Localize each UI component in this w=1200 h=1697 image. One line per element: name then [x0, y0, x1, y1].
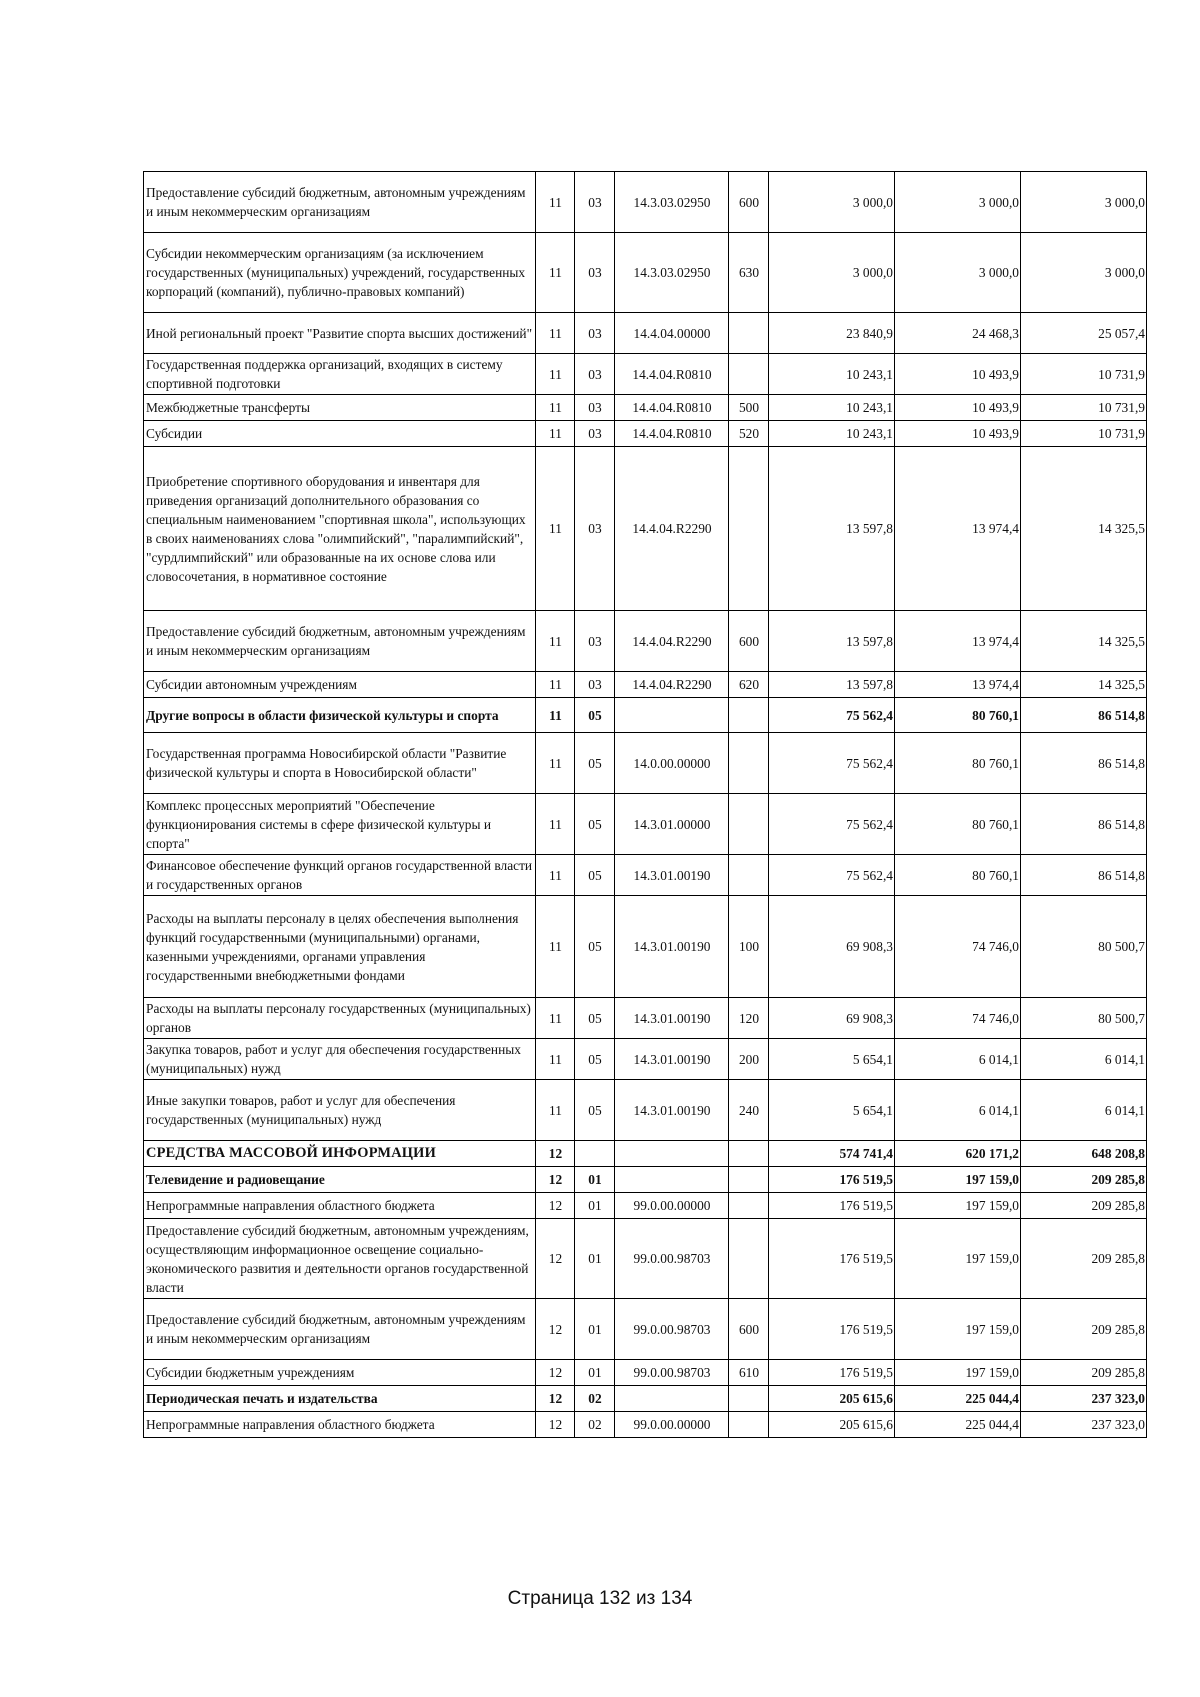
row-value-3: 3 000,0: [1021, 233, 1147, 313]
row-value-3: 209 285,8: [1021, 1193, 1147, 1219]
row-subsection: 01: [575, 1299, 615, 1360]
row-expense: 600: [729, 611, 769, 672]
row-value-1: 13 597,8: [769, 611, 895, 672]
row-expense: 200: [729, 1039, 769, 1080]
row-expense: [729, 447, 769, 611]
table-row: [144, 313, 1147, 354]
table-row: [144, 698, 1147, 733]
row-name: Предоставление субсидий бюджетным, автономным учреждениям и иным некоммерческим организациям: [144, 172, 536, 233]
row-subsection: 01: [575, 1167, 615, 1193]
row-value-2: 197 159,0: [895, 1299, 1021, 1360]
row-value-1: 205 615,6: [769, 1412, 895, 1438]
row-target: 99.0.00.98703: [615, 1360, 729, 1386]
row-name: Иные закупки товаров, работ и услуг для обеспечения государственных (муниципальных) нужд: [144, 1080, 536, 1141]
row-value-2: 197 159,0: [895, 1167, 1021, 1193]
row-subsection: 05: [575, 896, 615, 998]
table-row: [144, 395, 1147, 421]
row-name: Субсидии автономным учреждениям: [144, 672, 536, 698]
budget-table: [143, 171, 1147, 1438]
row-subsection: 05: [575, 733, 615, 794]
row-expense: [729, 1193, 769, 1219]
row-name: Расходы на выплаты персоналу в целях обеспечения выполнения функций государственными (муниципальными) органами, казенными учреждениями, органами управления государственными внебюджетными фондами: [144, 896, 536, 998]
row-expense: [729, 1412, 769, 1438]
row-expense: [729, 794, 769, 855]
row-value-1: 13 597,8: [769, 447, 895, 611]
row-value-2: 80 760,1: [895, 733, 1021, 794]
row-section: 12: [536, 1412, 575, 1438]
row-expense: [729, 1219, 769, 1299]
row-target: 14.3.03.02950: [615, 172, 729, 233]
row-subsection: [575, 1141, 615, 1167]
row-subsection: 03: [575, 313, 615, 354]
row-name: Телевидение и радиовещание: [144, 1167, 536, 1193]
row-expense: [729, 855, 769, 896]
table-row: [144, 233, 1147, 313]
row-name: Предоставление субсидий бюджетным, автономным учреждениям и иным некоммерческим организациям: [144, 611, 536, 672]
row-name: Предоставление субсидий бюджетным, автономным учреждениям, осуществляющим информационное освещение социально-экономического развития и деятельности органов государственной власти: [144, 1219, 536, 1299]
table-row: [144, 1412, 1147, 1438]
row-value-3: 237 323,0: [1021, 1386, 1147, 1412]
table-row: [144, 1193, 1147, 1219]
row-section: 11: [536, 611, 575, 672]
row-value-1: 176 519,5: [769, 1193, 895, 1219]
row-name: СРЕДСТВА МАССОВОЙ ИНФОРМАЦИИ: [144, 1141, 536, 1167]
row-expense: [729, 698, 769, 733]
row-expense: 120: [729, 998, 769, 1039]
row-section: 11: [536, 421, 575, 447]
table-row: [144, 172, 1147, 233]
table-row: [144, 611, 1147, 672]
row-target: 14.3.01.00000: [615, 794, 729, 855]
row-subsection: 03: [575, 395, 615, 421]
row-value-2: 225 044,4: [895, 1386, 1021, 1412]
row-value-1: 176 519,5: [769, 1167, 895, 1193]
row-section: 11: [536, 1039, 575, 1080]
row-value-3: 14 325,5: [1021, 447, 1147, 611]
row-value-1: 10 243,1: [769, 395, 895, 421]
row-name: Государственная поддержка организаций, входящих в систему спортивной подготовки: [144, 354, 536, 395]
row-section: 11: [536, 733, 575, 794]
row-value-1: 69 908,3: [769, 896, 895, 998]
row-value-3: 10 731,9: [1021, 421, 1147, 447]
row-subsection: 05: [575, 855, 615, 896]
row-value-1: 75 562,4: [769, 794, 895, 855]
row-section: 12: [536, 1299, 575, 1360]
row-name: Субсидии: [144, 421, 536, 447]
row-value-2: 74 746,0: [895, 896, 1021, 998]
row-subsection: 03: [575, 354, 615, 395]
row-subsection: 05: [575, 998, 615, 1039]
row-value-1: 3 000,0: [769, 172, 895, 233]
table-row: [144, 447, 1147, 611]
row-target: 14.4.04.00000: [615, 313, 729, 354]
row-section: 12: [536, 1360, 575, 1386]
row-value-3: 6 014,1: [1021, 1080, 1147, 1141]
row-expense: [729, 733, 769, 794]
table-row: [144, 733, 1147, 794]
row-value-2: 6 014,1: [895, 1080, 1021, 1141]
row-value-2: 13 974,4: [895, 611, 1021, 672]
row-name: Государственная программа Новосибирской области "Развитие физической культуры и спорта в Новосибирской области": [144, 733, 536, 794]
row-name: Субсидии некоммерческим организациям (за исключением государственных (муниципальных) учреждений, государственных корпораций (компаний), публично-правовых компаний): [144, 233, 536, 313]
row-target: 99.0.00.98703: [615, 1219, 729, 1299]
row-value-3: 209 285,8: [1021, 1299, 1147, 1360]
row-name: Непрограммные направления областного бюджета: [144, 1193, 536, 1219]
row-subsection: 03: [575, 447, 615, 611]
row-expense: 500: [729, 395, 769, 421]
row-subsection: 01: [575, 1219, 615, 1299]
row-value-1: 5 654,1: [769, 1080, 895, 1141]
row-section: 11: [536, 896, 575, 998]
table-row: [144, 1386, 1147, 1412]
row-section: 11: [536, 447, 575, 611]
row-target: 14.3.03.02950: [615, 233, 729, 313]
row-value-3: 80 500,7: [1021, 998, 1147, 1039]
row-value-2: 620 171,2: [895, 1141, 1021, 1167]
row-value-3: 14 325,5: [1021, 611, 1147, 672]
row-section: 11: [536, 395, 575, 421]
row-value-2: 24 468,3: [895, 313, 1021, 354]
row-target: 14.3.01.00190: [615, 896, 729, 998]
row-subsection: 02: [575, 1412, 615, 1438]
row-name: Предоставление субсидий бюджетным, автономным учреждениям и иным некоммерческим организациям: [144, 1299, 536, 1360]
row-target: 99.0.00.00000: [615, 1193, 729, 1219]
row-value-3: 10 731,9: [1021, 395, 1147, 421]
row-value-3: 25 057,4: [1021, 313, 1147, 354]
row-value-1: 574 741,4: [769, 1141, 895, 1167]
row-subsection: 01: [575, 1360, 615, 1386]
row-value-3: 86 514,8: [1021, 794, 1147, 855]
row-value-3: 86 514,8: [1021, 733, 1147, 794]
row-name: Межбюджетные трансферты: [144, 395, 536, 421]
row-target: 14.0.00.00000: [615, 733, 729, 794]
row-target: 14.4.04.R2290: [615, 672, 729, 698]
row-value-1: 69 908,3: [769, 998, 895, 1039]
row-subsection: 02: [575, 1386, 615, 1412]
table-row: [144, 896, 1147, 998]
row-value-3: 237 323,0: [1021, 1412, 1147, 1438]
row-subsection: 03: [575, 672, 615, 698]
table-row: [144, 1167, 1147, 1193]
row-value-2: 13 974,4: [895, 672, 1021, 698]
row-value-3: 209 285,8: [1021, 1167, 1147, 1193]
row-value-2: 80 760,1: [895, 794, 1021, 855]
row-section: 11: [536, 672, 575, 698]
row-value-1: 23 840,9: [769, 313, 895, 354]
row-target: [615, 1386, 729, 1412]
row-value-2: 225 044,4: [895, 1412, 1021, 1438]
row-target: 14.4.04.R2290: [615, 447, 729, 611]
row-section: 11: [536, 172, 575, 233]
row-target: 14.3.01.00190: [615, 998, 729, 1039]
row-expense: [729, 313, 769, 354]
row-subsection: 05: [575, 1039, 615, 1080]
row-value-2: 80 760,1: [895, 698, 1021, 733]
row-subsection: 03: [575, 611, 615, 672]
row-section: 11: [536, 354, 575, 395]
row-value-1: 3 000,0: [769, 233, 895, 313]
row-value-1: 5 654,1: [769, 1039, 895, 1080]
table-body: [144, 172, 1147, 1438]
row-value-2: 10 493,9: [895, 421, 1021, 447]
row-expense: 240: [729, 1080, 769, 1141]
row-value-1: 176 519,5: [769, 1360, 895, 1386]
row-expense: 100: [729, 896, 769, 998]
row-value-1: 75 562,4: [769, 698, 895, 733]
row-section: 12: [536, 1219, 575, 1299]
row-subsection: 05: [575, 794, 615, 855]
row-target: 99.0.00.00000: [615, 1412, 729, 1438]
row-value-3: 648 208,8: [1021, 1141, 1147, 1167]
row-target: 99.0.00.98703: [615, 1299, 729, 1360]
row-section: 11: [536, 313, 575, 354]
row-value-2: 197 159,0: [895, 1360, 1021, 1386]
row-subsection: 01: [575, 1193, 615, 1219]
row-target: 14.4.04.R2290: [615, 611, 729, 672]
row-expense: [729, 1141, 769, 1167]
row-target: 14.4.04.R0810: [615, 395, 729, 421]
row-value-1: 205 615,6: [769, 1386, 895, 1412]
table-row: [144, 1219, 1147, 1299]
table-row: [144, 855, 1147, 896]
row-value-2: 3 000,0: [895, 172, 1021, 233]
row-target: [615, 1167, 729, 1193]
page-number: Страница 132 из 134: [507, 1588, 693, 1609]
row-target: 14.3.01.00190: [615, 855, 729, 896]
table-row: [144, 794, 1147, 855]
row-section: 12: [536, 1386, 575, 1412]
row-target: [615, 698, 729, 733]
row-value-3: 209 285,8: [1021, 1219, 1147, 1299]
row-subsection: 03: [575, 233, 615, 313]
row-value-3: 6 014,1: [1021, 1039, 1147, 1080]
row-section: 12: [536, 1193, 575, 1219]
row-name: Финансовое обеспечение функций органов государственной власти и государственных органов: [144, 855, 536, 896]
row-expense: 600: [729, 1299, 769, 1360]
row-name: Закупка товаров, работ и услуг для обеспечения государственных (муниципальных) нужд: [144, 1039, 536, 1080]
row-expense: [729, 1386, 769, 1412]
row-name: Непрограммные направления областного бюджета: [144, 1412, 536, 1438]
row-section: 12: [536, 1141, 575, 1167]
table-row: [144, 1080, 1147, 1141]
row-expense: [729, 354, 769, 395]
row-name: Субсидии бюджетным учреждениям: [144, 1360, 536, 1386]
row-subsection: 03: [575, 421, 615, 447]
row-value-3: 86 514,8: [1021, 855, 1147, 896]
row-target: 14.3.01.00190: [615, 1039, 729, 1080]
row-section: 11: [536, 794, 575, 855]
row-value-1: 10 243,1: [769, 421, 895, 447]
table-row: [144, 1141, 1147, 1167]
table-row: [144, 354, 1147, 395]
row-expense: 600: [729, 172, 769, 233]
row-expense: 620: [729, 672, 769, 698]
table-row: [144, 998, 1147, 1039]
row-subsection: 03: [575, 172, 615, 233]
row-value-1: 176 519,5: [769, 1299, 895, 1360]
row-value-3: 80 500,7: [1021, 896, 1147, 998]
row-value-3: 209 285,8: [1021, 1360, 1147, 1386]
row-value-2: 74 746,0: [895, 998, 1021, 1039]
row-section: 11: [536, 698, 575, 733]
row-value-2: 10 493,9: [895, 354, 1021, 395]
row-expense: 520: [729, 421, 769, 447]
row-section: 11: [536, 998, 575, 1039]
row-value-2: 13 974,4: [895, 447, 1021, 611]
row-value-1: 13 597,8: [769, 672, 895, 698]
row-section: 11: [536, 1080, 575, 1141]
table-row: [144, 1360, 1147, 1386]
table-row: [144, 672, 1147, 698]
row-expense: 610: [729, 1360, 769, 1386]
row-value-1: 75 562,4: [769, 855, 895, 896]
row-value-2: 6 014,1: [895, 1039, 1021, 1080]
row-target: [615, 1141, 729, 1167]
row-expense: 630: [729, 233, 769, 313]
row-section: 12: [536, 1167, 575, 1193]
row-name: Периодическая печать и издательства: [144, 1386, 536, 1412]
row-value-1: 176 519,5: [769, 1219, 895, 1299]
row-name: Иной региональный проект "Развитие спорта высших достижений": [144, 313, 536, 354]
row-value-2: 10 493,9: [895, 395, 1021, 421]
table-row: [144, 1299, 1147, 1360]
row-value-1: 10 243,1: [769, 354, 895, 395]
row-value-2: 197 159,0: [895, 1193, 1021, 1219]
row-name: Другие вопросы в области физической культуры и спорта: [144, 698, 536, 733]
row-name: Комплекс процессных мероприятий "Обеспечение функционирования системы в сфере физической культуры и спорта": [144, 794, 536, 855]
row-section: 11: [536, 233, 575, 313]
row-target: 14.4.04.R0810: [615, 421, 729, 447]
row-value-2: 3 000,0: [895, 233, 1021, 313]
row-value-3: 14 325,5: [1021, 672, 1147, 698]
row-expense: [729, 1167, 769, 1193]
row-name: Приобретение спортивного оборудования и инвентаря для приведения организаций дополнительного образования со специальным наименованием "спортивная школа", использующих в своих наименованиях слова "олимпийский", "паралимпийский", "сурдлимпийский" или образованные на их основе слова или словосочетания, в нормативное состояние: [144, 447, 536, 611]
row-value-1: 75 562,4: [769, 733, 895, 794]
row-section: 11: [536, 855, 575, 896]
row-value-3: 10 731,9: [1021, 354, 1147, 395]
row-subsection: 05: [575, 698, 615, 733]
table-row: [144, 421, 1147, 447]
row-subsection: 05: [575, 1080, 615, 1141]
row-value-2: 197 159,0: [895, 1219, 1021, 1299]
row-value-3: 3 000,0: [1021, 172, 1147, 233]
row-target: 14.4.04.R0810: [615, 354, 729, 395]
row-value-2: 80 760,1: [895, 855, 1021, 896]
row-target: 14.3.01.00190: [615, 1080, 729, 1141]
row-name: Расходы на выплаты персоналу государственных (муниципальных) органов: [144, 998, 536, 1039]
table-row: [144, 1039, 1147, 1080]
row-value-3: 86 514,8: [1021, 698, 1147, 733]
